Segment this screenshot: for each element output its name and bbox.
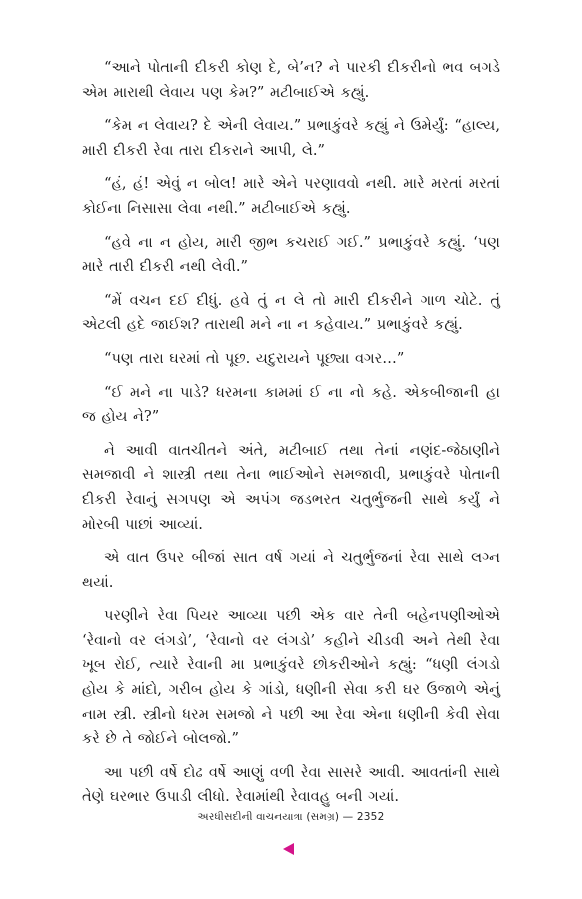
paragraph-2: “કેમ ન લેવાય? દે એની લેવાય.” પ્રભાકુંવરે કહ્યું ને ઉમેર્યું: “હાલ્ય, મારી દીકરી રેવા તારા દીકરાને આપી, લે.” [82,117,500,159]
paragraph-3: “હં, હં! એવું ન બોલ! મારે એને પરણાવવો નથી. મારે મરતાં મરતાં કોઈના નિસાસા લેવા નથી.” મટીબાઈએ કહ્યું. [82,175,500,217]
triangle-left-icon[interactable] [283,843,294,855]
paragraph-11: આ પછી વર્ષે દોઢ વર્ષે આણું વળી રેવા સાસરે આવી. આવતાંની સાથે તેણે ઘરભાર ઉપાડી લીધો. રેવામાંથી રેવાવહુ બની ગયાં. [82,763,500,806]
paragraph-4: “હવે ના ન હોય, મારી જીભ કચરાઈ ગઈ.” પ્રભાકુંવરે કહ્યું. ‘પણ મારે તારી દીકરી નથી લેવી.” [82,233,500,276]
page-body [82,56,500,819]
paragraph-10: પરણીને રેવા પિયર આવ્યા પછી એક વાર તેની બહેનપણીઓએ ‘રેવાનો વર લંગડો’, ‘રેવાનો વર લંગડો’ કહીને ચીડવી અને તેથી રેવા ખૂબ રોઈ, ત્યારે રેવાની મા પ્રભાકુંવરે છોકરીઓને કહ્યું: “ધણી લંગડો હોય કે માંદો, ગરીબ હોય કે ગાંડો, ધણીની સેવા કરી ઘર ઉજાળે એનું નામ સ્ત્રી. સ્ત્રીનો ધરમ સમજો ને પછી આ રેવા એના ધણીની કેવી સેવા કરે છે તે જોઈને બોલજો.” [82,607,500,748]
page-footer: અરધીસદીની વાચનયાત્રા (સમગ્ર) — 2352 [197,811,385,823]
paragraph-5: “મેં વચન દઈ દીધું. હવે તું ન લે તો મારી દીકરીને ગાળ ચોટે. તું એટલી હદે જાઈશ? તારાથી મને ના ન કહેવાય.” પ્રભાકુંવરે કહ્યું. [82,291,500,334]
paragraph-8: ને આવી વાતચીતને અંતે, મટીબાઈ તથા તેનાં નણંદ-જેઠાણીને સમજાવી ને શાસ્ત્રી તથા તેના ભાઈઓને સમજાવી, પ્રભાકુંવરે પોતાની દીકરી રેવાનું સગપણ એ અપંગ જડભરત ચતુર્ભુજની સાથે કર્યું ને મોરબી પાછાં આવ્યાં. [82,441,500,533]
paragraph-6: “પણ તારા ઘરમાં તો પૂછ. યદુરાયને પૂછ્યા વગર…” [104,349,405,367]
paragraph-7: “ઈ મને ના પાડે? ધરમના કામમાં ઈ ના નો કહે. એકબીજાની હા જ હોય ને?” [82,383,500,426]
paragraph-9: એ વાત ઉપર બીજાં સાત વર્ષ ગયાં ને ચતુર્ભુજનાં રેવા સાથે લગ્ન થયાં. [82,549,500,591]
paragraph-1: “આને પોતાની દીકરી કોણ દે, બે’ન? ને પારકી દીકરીનો ભવ બગડે એમ મારાથી લેવાય પણ કેમ?” મટીબાઈએ કહ્યું. [82,59,500,101]
